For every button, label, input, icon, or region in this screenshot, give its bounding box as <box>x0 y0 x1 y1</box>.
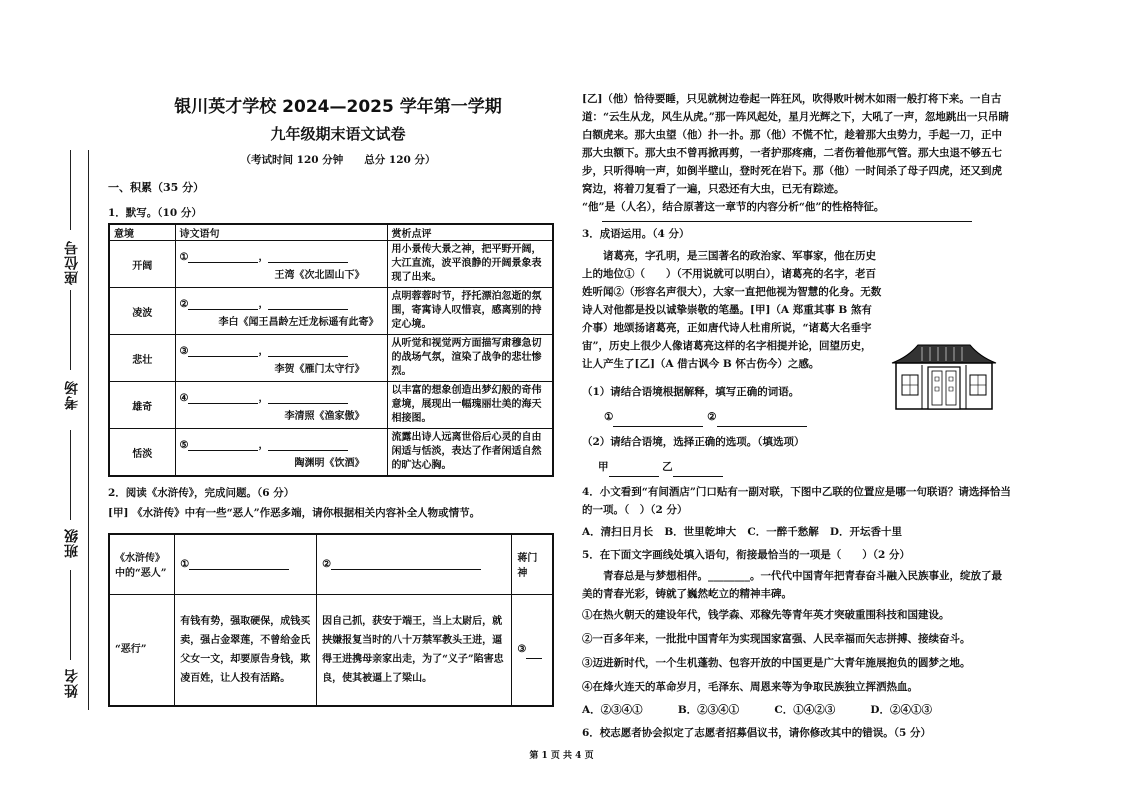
row-source: 李白《闻王昌龄左迁龙标遥有此寄》 <box>218 316 379 328</box>
class-label: 班级 <box>64 528 80 558</box>
q2-table <box>108 533 554 707</box>
left-column <box>108 90 568 707</box>
blank-num: ③ <box>179 345 189 357</box>
yi-question: “他”是（人名），结合原著这一章节的内容分析“他”的性格特征。 <box>582 201 885 213</box>
row-source: 陶渊明《饮酒》 <box>294 457 365 469</box>
header-note: 赏析点评 <box>387 224 553 241</box>
q5-options <box>582 701 932 720</box>
t2-col1-header: 《水浒传》中的“恶人” <box>109 534 175 594</box>
q5-passage: 青春总是与梦想相伴。________。一代代中国青年把青春奋斗融入民族事业，绽放了最美的青春光彩，铸就了巍然屹立的精神丰碑。 <box>582 570 1002 600</box>
table-row <box>109 429 553 477</box>
row-source: 李贺《雁门太守行》 <box>274 363 365 375</box>
q5-option[interactable]: B．②③④① <box>677 704 740 716</box>
q3-sub2: （2）请结合语境，选择正确的选项。（填选项） <box>582 436 805 448</box>
q4-title: 4．小文看到“有间酒店”门口贴有一副对联，下图中乙联的位置应是哪一句联语？请选择恰当的一项。（ ）（2 分） <box>582 486 1011 516</box>
exam-info: （考试时间 120 分钟 总分 120 分） <box>240 154 436 166</box>
row-poem[interactable]: ⑤ ， 陶渊明《饮酒》 <box>175 429 387 477</box>
q6-title: 6．校志愿者协会拟定了志愿者招募倡议书，请你修改其中的错误。（5 分） <box>582 727 932 739</box>
row-cat: 凌波 <box>109 288 175 335</box>
q4-option[interactable]: A．清扫日月长 <box>582 526 654 538</box>
q5-option[interactable]: D．②④①③ <box>870 704 932 716</box>
q1-table <box>108 223 554 477</box>
table-row <box>109 288 553 335</box>
t2-row-label: “恶行” <box>109 594 175 706</box>
room-blank[interactable] <box>70 290 71 370</box>
name-blank[interactable] <box>70 570 71 660</box>
section-title: 一、积累（35 分） <box>108 181 205 194</box>
yi-passage: [乙]（他）恰待要睡，只见就树边卷起一阵狂风，吹得败叶树木如雨一般打将下来。一自古道：“云生从龙，风生从虎。”那一阵风起处，星月光辉之下，大吼了一声，忽地跳出一只吊睛白额虎来。那大虫望（他）扑一扑。那（他）不慌不忙，趁着那大虫势力，手起一刀，正中那大虫额下。那大虫不曾再掀再剪，一者护那疼痛，二者伤着他那气管。那大虫退不够五七步，只听得响一声，如倒半壁山，登时死在岩下。那（他）一时间杀了母子四虎，还又到虎窝边，将着刀复看了一遍，只恐还有大虫，已无有踪迹。 <box>582 93 1009 195</box>
q4-option[interactable]: B．世里乾坤大 <box>664 526 737 538</box>
q5-option[interactable]: C．①④②③ <box>774 704 836 716</box>
row-note: 用小景传大景之神，把平野开阔，大江直流，波平浪静的开阔景象表现了出来。 <box>387 241 553 288</box>
q5-item: ①在热火朝天的建设年代，钱学森、邓稼先等青年英才突破重围科技和国建设。 <box>582 609 950 621</box>
q1-title: 1．默写。（10 分） <box>108 207 202 219</box>
school-title: 银川英才学校 2024—2025 学年第一学期 <box>174 97 502 117</box>
q4-option[interactable]: C．一醉千愁解 <box>747 526 819 538</box>
row-cat: 雄奇 <box>109 382 175 429</box>
t2-cell2: 有钱有势，强取硬保，成钱买卖，强占金翠莲，不曾给金氏父女一文，却要原告身钱，欺凌百姓，让人投有活路。 <box>175 594 317 706</box>
blank-num: ④ <box>179 392 189 404</box>
table-row <box>109 382 553 429</box>
q3-sub2-answers[interactable]: 甲 乙 <box>582 458 1012 477</box>
t2-col4-header: 蒋门神 <box>512 534 553 594</box>
q3-sub1: （1）请结合语境根据解释，填写正确的词语。 <box>582 386 800 398</box>
blank-num: ⑤ <box>179 439 189 451</box>
t2-col4[interactable]: ③ <box>512 594 553 706</box>
q2-jia: [甲] 《水浒传》中有一些“恶人”作恶多端，请你根据相关内容补全人物或情节。 <box>108 507 481 519</box>
q5-title: 5．在下面文字画线处填入语句，衔接最恰当的一项是（ ）（2 分） <box>582 549 911 561</box>
right-column <box>582 90 1012 743</box>
table-row <box>109 241 553 288</box>
row-cat: 悲壮 <box>109 335 175 382</box>
q2-title: 2．阅读《水浒传》，完成问题。（6 分） <box>108 487 295 499</box>
q5-item: ④在烽火连天的革命岁月，毛泽东、周恩来等为争取民族独立挥洒热血。 <box>582 681 918 693</box>
room-label: 考场 <box>64 380 80 410</box>
table-row <box>109 335 553 382</box>
row-source: 王湾《次北固山下》 <box>274 269 365 281</box>
class-blank[interactable] <box>70 430 71 520</box>
blank-num: ① <box>179 251 189 263</box>
exam-title: 九年级期末语文试卷 <box>270 125 406 143</box>
t2-col2[interactable]: ① <box>175 534 317 594</box>
t2-col3[interactable]: ② <box>317 534 512 594</box>
row-poem[interactable]: ③ ， 李贺《雁门太守行》 <box>175 335 387 382</box>
row-source: 李清照《渔家傲》 <box>284 410 365 422</box>
q3-title: 3．成语运用。（4 分） <box>582 228 690 240</box>
row-poem[interactable]: ② ， 李白《闻王昌龄左迁龙标遥有此寄》 <box>175 288 387 335</box>
row-poem[interactable]: ④ ， 李清照《渔家傲》 <box>175 382 387 429</box>
seat-blank[interactable] <box>70 150 71 230</box>
page-footer: 第 1 页 共 4 页 <box>529 751 594 761</box>
binding-line <box>88 150 89 710</box>
row-note: 流露出诗人远离世俗后心灵的自由闲适与恬淡，表达了作者闲适自然的旷达心胸。 <box>387 429 553 477</box>
row-note: 以丰富的想象创造出梦幻般的奇伟意境，展现出一幅瑰丽壮美的海天相接图。 <box>387 382 553 429</box>
row-note: 点明蓉蓉时节，抒托漂泊忽逝的氛围，寄寓诗人叹惜哀，感离别的持定心境。 <box>387 288 553 335</box>
seat-label: 座位号 <box>64 240 80 285</box>
header-cat: 意境 <box>109 224 175 241</box>
header-poem: 诗文语句 <box>175 224 387 241</box>
binding-margin <box>0 0 100 793</box>
row-cat: 开阔 <box>109 241 175 288</box>
q3-sub1-answers[interactable]: ① ② <box>582 408 1012 427</box>
blank-num: ② <box>179 298 189 310</box>
row-note: 从听觉和视觉两方面描写肃穆急切的战场气氛，渲染了战争的悲壮惨烈。 <box>387 335 553 382</box>
q3-passage: 诸葛亮，字孔明，是三国著名的政治家、军事家，他在历史上的地位①（ ）（不用说就可以明白），诸葛亮的名字，老百姓听闻②（形容名声很大），大家一直把他视为智慧的化身。无数诗人对他都是投以诚挚崇敬的笔墨。[甲]（A 郑重其事 B 煞有介事）地颂扬诸葛亮，正如唐代诗人杜甫所说，“诸葛大名垂宇宙”，历史上很少人像诸葛亮这样的名字相提并论，回望历史，让人产生了[乙]（A 借古讽今 B 怀古伤今）之感。 <box>582 250 882 370</box>
name-label: 姓名 <box>64 668 80 698</box>
t2-cell3: 因自己抓，获安于端王，当上太尉后，就挟嫌报复当时的八十万禁军教头王进，逼得王进携母亲家出走，为了“义子”陷害忠良，使其被逼上了梁山。 <box>317 594 512 706</box>
row-poem[interactable]: ① ， 王湾《次北固山下》 <box>175 241 387 288</box>
q4-option[interactable]: D．开坛香十里 <box>829 526 902 538</box>
row-cat: 恬淡 <box>109 429 175 477</box>
inn-illustration <box>888 341 1000 413</box>
q5-item: ③迈进新时代，一个生机蓬勃、包容开放的中国更是广大青年施展抱负的圆梦之地。 <box>582 657 971 669</box>
q5-option[interactable]: A．②③④① <box>582 704 643 716</box>
answer-line[interactable] <box>602 216 972 222</box>
q4-options <box>582 523 902 542</box>
q5-item: ②一百多年来，一批批中国青年为实现国家富强、人民幸福而矢志拼搏、接续奋斗。 <box>582 633 971 645</box>
